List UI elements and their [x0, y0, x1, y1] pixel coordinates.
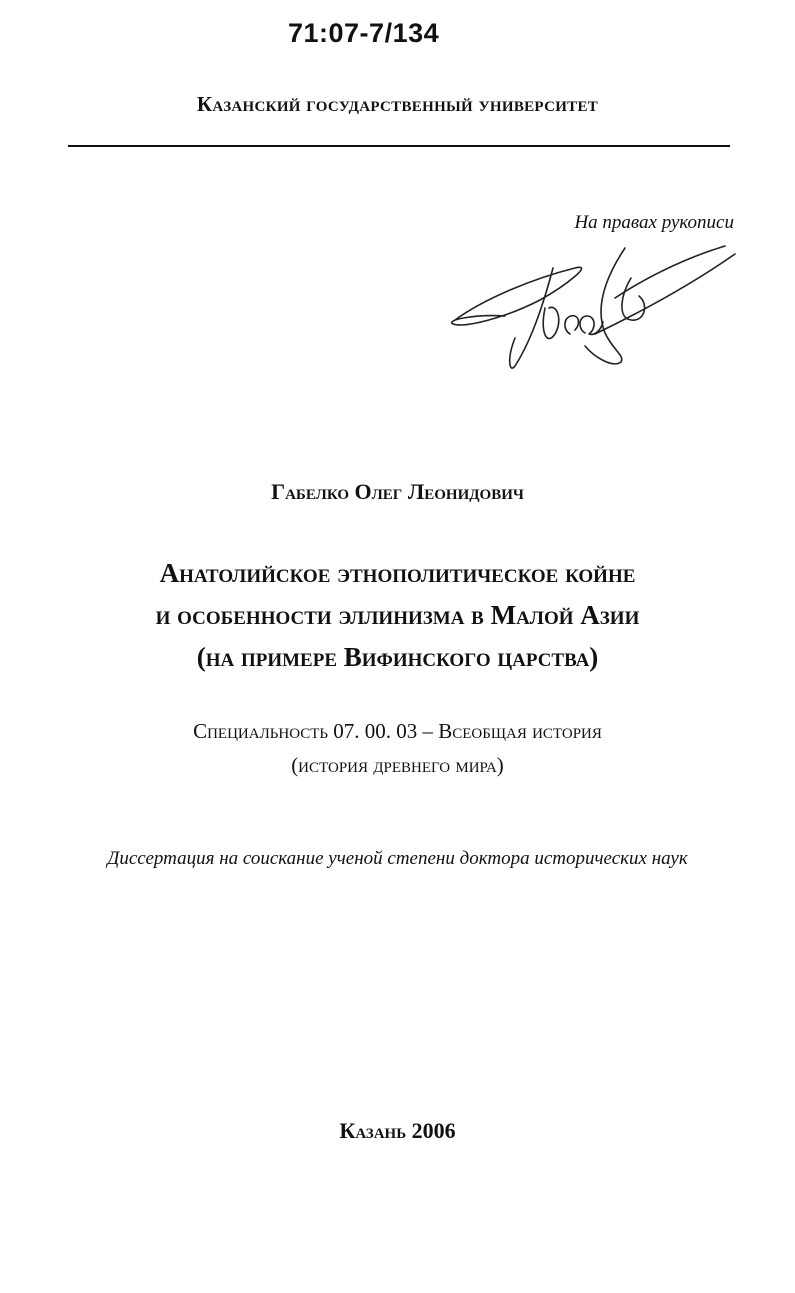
specialty — [0, 714, 795, 782]
title-line: и особенности эллинизма в Малой Азии — [155, 600, 640, 630]
city-year: Казань 2006 — [339, 1118, 456, 1143]
header-divider — [68, 145, 730, 147]
dissertation-note: Диссертация на соискание ученой степени доктора исторических наук — [107, 848, 688, 869]
title-line: (на примере Вифинского царства) — [196, 642, 599, 672]
archive-code: 71:07-7/134 — [288, 18, 440, 48]
specialty-line: Специальность 07. 00. 03 – Всеобщая история — [193, 719, 602, 743]
rights-note: На правах рукописи — [574, 212, 734, 233]
university-name: Казанский государственный университет — [196, 92, 599, 116]
signature-image — [445, 238, 745, 378]
author-name: Габелко Олег Леонидович — [271, 479, 524, 504]
specialty-line: (история древнего мира) — [291, 753, 504, 777]
title-line: Анатолийское этнополитическое койне — [159, 558, 636, 588]
dissertation-title — [0, 552, 795, 678]
